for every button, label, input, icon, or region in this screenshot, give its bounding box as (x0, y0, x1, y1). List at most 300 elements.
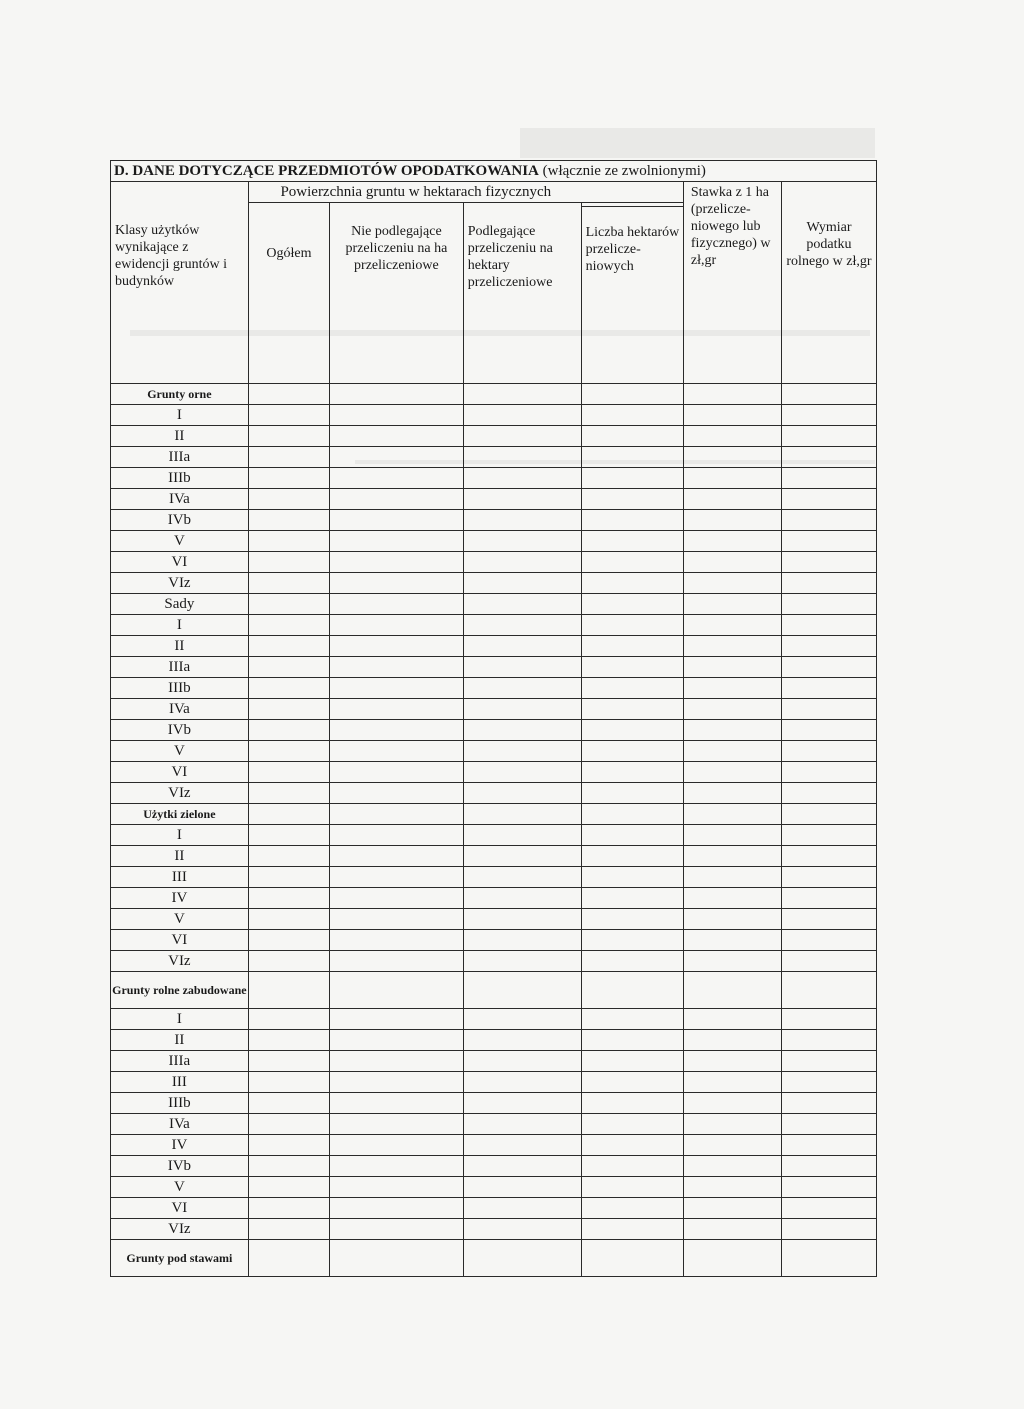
cell-ogolem[interactable] (248, 888, 329, 909)
cell-wymiar[interactable] (781, 825, 876, 846)
class-label: I (111, 615, 249, 636)
cell-nie-podlegajace[interactable] (330, 741, 464, 762)
cell-ogolem[interactable] (248, 636, 329, 657)
cell-wymiar[interactable] (781, 1240, 876, 1277)
cell-podlegajace[interactable] (463, 636, 581, 657)
cell-wymiar[interactable] (781, 1093, 876, 1114)
cell-nie-podlegajace[interactable] (330, 846, 464, 867)
cell-stawka[interactable] (683, 1198, 781, 1219)
cell-wymiar[interactable] (781, 972, 876, 1009)
cell-liczba[interactable] (581, 972, 683, 1009)
cell-stawka[interactable] (683, 384, 781, 405)
class-label: V (111, 531, 249, 552)
cell-nie-podlegajace[interactable] (330, 888, 464, 909)
cell-liczba[interactable] (581, 384, 683, 405)
cell-podlegajace[interactable] (463, 447, 581, 468)
cell-podlegajace[interactable] (463, 489, 581, 510)
table-row (111, 1030, 877, 1051)
cell-wymiar[interactable] (781, 657, 876, 678)
cell-nie-podlegajace[interactable] (330, 1009, 464, 1030)
cell-podlegajace[interactable] (463, 531, 581, 552)
cell-stawka[interactable] (683, 1219, 781, 1240)
cell-liczba[interactable] (581, 426, 683, 447)
cell-nie-podlegajace[interactable] (330, 972, 464, 1009)
cell-nie-podlegajace[interactable] (330, 531, 464, 552)
cell-podlegajace[interactable] (463, 1240, 581, 1277)
cell-stawka[interactable] (683, 720, 781, 741)
cell-podlegajace[interactable] (463, 384, 581, 405)
class-label: IVa (111, 1114, 249, 1135)
cell-podlegajace[interactable] (463, 951, 581, 972)
cell-stawka[interactable] (683, 1030, 781, 1051)
cell-podlegajace[interactable] (463, 1198, 581, 1219)
cell-stawka[interactable] (683, 951, 781, 972)
cell-podlegajace[interactable] (463, 909, 581, 930)
cell-wymiar[interactable] (781, 384, 876, 405)
cell-ogolem[interactable] (248, 762, 329, 783)
cell-stawka[interactable] (683, 804, 781, 825)
cell-liczba[interactable] (581, 699, 683, 720)
cell-nie-podlegajace[interactable] (330, 1240, 464, 1277)
cell-nie-podlegajace[interactable] (330, 804, 464, 825)
cell-wymiar[interactable] (781, 1219, 876, 1240)
cell-liczba[interactable] (581, 468, 683, 489)
cell-ogolem[interactable] (248, 951, 329, 972)
cell-liczba[interactable] (581, 1135, 683, 1156)
cell-ogolem[interactable] (248, 384, 329, 405)
cell-podlegajace[interactable] (463, 657, 581, 678)
cell-podlegajace[interactable] (463, 1135, 581, 1156)
cell-wymiar[interactable] (781, 783, 876, 804)
cell-stawka[interactable] (683, 552, 781, 573)
cell-wymiar[interactable] (781, 405, 876, 426)
cell-ogolem[interactable] (248, 846, 329, 867)
cell-podlegajace[interactable] (463, 426, 581, 447)
cell-liczba[interactable] (581, 762, 683, 783)
cell-nie-podlegajace[interactable] (330, 552, 464, 573)
cell-wymiar[interactable] (781, 552, 876, 573)
cell-ogolem[interactable] (248, 1198, 329, 1219)
cell-nie-podlegajace[interactable] (330, 1093, 464, 1114)
cell-podlegajace[interactable] (463, 867, 581, 888)
cell-liczba[interactable] (581, 489, 683, 510)
cell-wymiar[interactable] (781, 741, 876, 762)
cell-stawka[interactable] (683, 447, 781, 468)
cell-nie-podlegajace[interactable] (330, 1156, 464, 1177)
cell-ogolem[interactable] (248, 1051, 329, 1072)
cell-wymiar[interactable] (781, 909, 876, 930)
cell-wymiar[interactable] (781, 1072, 876, 1093)
cell-wymiar[interactable] (781, 636, 876, 657)
cell-nie-podlegajace[interactable] (330, 426, 464, 447)
cell-ogolem[interactable] (248, 1114, 329, 1135)
cell-nie-podlegajace[interactable] (330, 384, 464, 405)
class-label: V (111, 909, 249, 930)
cell-podlegajace[interactable] (463, 615, 581, 636)
table-row (111, 762, 877, 783)
section-title-rest: (włącznie ze zwolnionymi) (538, 162, 706, 179)
cell-ogolem[interactable] (248, 804, 329, 825)
cell-ogolem[interactable] (248, 720, 329, 741)
cell-podlegajace[interactable] (463, 1177, 581, 1198)
cell-podlegajace[interactable] (463, 1072, 581, 1093)
cell-stawka[interactable] (683, 489, 781, 510)
cell-podlegajace[interactable] (463, 573, 581, 594)
cell-wymiar[interactable] (781, 573, 876, 594)
cell-wymiar[interactable] (781, 951, 876, 972)
cell-podlegajace[interactable] (463, 783, 581, 804)
cell-ogolem[interactable] (248, 573, 329, 594)
cell-nie-podlegajace[interactable] (330, 1072, 464, 1093)
cell-liczba[interactable] (581, 573, 683, 594)
table-row (111, 720, 877, 741)
cell-podlegajace[interactable] (463, 930, 581, 951)
table-row (111, 531, 877, 552)
table-row (111, 552, 877, 573)
cell-podlegajace[interactable] (463, 1093, 581, 1114)
cell-liczba[interactable] (581, 636, 683, 657)
cell-stawka[interactable] (683, 972, 781, 1009)
bleed-through-mark (520, 128, 875, 158)
cell-liczba[interactable] (581, 1240, 683, 1277)
cell-stawka[interactable] (683, 867, 781, 888)
cell-ogolem[interactable] (248, 867, 329, 888)
cell-nie-podlegajace[interactable] (330, 1114, 464, 1135)
cell-ogolem[interactable] (248, 1156, 329, 1177)
cell-liczba[interactable] (581, 909, 683, 930)
cell-stawka[interactable] (683, 615, 781, 636)
cell-wymiar[interactable] (781, 699, 876, 720)
cell-stawka[interactable] (683, 426, 781, 447)
cell-liczba[interactable] (581, 930, 683, 951)
cell-liczba[interactable] (581, 1177, 683, 1198)
table-row (111, 951, 877, 972)
cell-stawka[interactable] (683, 1114, 781, 1135)
cell-stawka[interactable] (683, 1156, 781, 1177)
cell-nie-podlegajace[interactable] (330, 657, 464, 678)
cell-stawka[interactable] (683, 531, 781, 552)
cell-ogolem[interactable] (248, 1009, 329, 1030)
header-ogolem-text: Ogółem (266, 246, 312, 261)
cell-nie-podlegajace[interactable] (330, 825, 464, 846)
table-row (111, 594, 877, 615)
cell-liczba[interactable] (581, 1114, 683, 1135)
cell-nie-podlegajace[interactable] (330, 447, 464, 468)
class-label: IIIa (111, 447, 249, 468)
cell-wymiar[interactable] (781, 1030, 876, 1051)
table-row (111, 825, 877, 846)
table-row (111, 636, 877, 657)
cell-wymiar[interactable] (781, 447, 876, 468)
cell-ogolem[interactable] (248, 1135, 329, 1156)
cell-liczba[interactable] (581, 1072, 683, 1093)
cell-stawka[interactable] (683, 930, 781, 951)
cell-liczba[interactable] (581, 657, 683, 678)
cell-stawka[interactable] (683, 762, 781, 783)
class-label: II (111, 846, 249, 867)
cell-podlegajace[interactable] (463, 1009, 581, 1030)
cell-nie-podlegajace[interactable] (330, 1219, 464, 1240)
table-row (111, 783, 877, 804)
cell-nie-podlegajace[interactable] (330, 1030, 464, 1051)
cell-nie-podlegajace[interactable] (330, 510, 464, 531)
cell-nie-podlegajace[interactable] (330, 762, 464, 783)
cell-wymiar[interactable] (781, 930, 876, 951)
cell-liczba[interactable] (581, 825, 683, 846)
cell-nie-podlegajace[interactable] (330, 573, 464, 594)
cell-liczba[interactable] (581, 846, 683, 867)
cell-podlegajace[interactable] (463, 888, 581, 909)
cell-nie-podlegajace[interactable] (330, 699, 464, 720)
class-label: Grunty orne (111, 384, 249, 405)
cell-ogolem[interactable] (248, 1219, 329, 1240)
cell-stawka[interactable] (683, 846, 781, 867)
cell-podlegajace[interactable] (463, 741, 581, 762)
cell-liczba[interactable] (581, 510, 683, 531)
cell-nie-podlegajace[interactable] (330, 468, 464, 489)
header-liczba-text: Liczba hektarów przelicze-niowych (585, 225, 680, 274)
cell-liczba[interactable] (581, 1198, 683, 1219)
table-row (111, 384, 877, 405)
cell-liczba[interactable] (581, 594, 683, 615)
cell-podlegajace[interactable] (463, 510, 581, 531)
cell-liczba[interactable] (581, 741, 683, 762)
cell-stawka[interactable] (683, 783, 781, 804)
cell-stawka[interactable] (683, 1051, 781, 1072)
cell-nie-podlegajace[interactable] (330, 636, 464, 657)
cell-liczba[interactable] (581, 783, 683, 804)
cell-podlegajace[interactable] (463, 972, 581, 1009)
cell-liczba[interactable] (581, 531, 683, 552)
cell-podlegajace[interactable] (463, 468, 581, 489)
cell-stawka[interactable] (683, 657, 781, 678)
table-row (111, 678, 877, 699)
cell-liczba[interactable] (581, 615, 683, 636)
cell-podlegajace[interactable] (463, 1219, 581, 1240)
cell-nie-podlegajace[interactable] (330, 930, 464, 951)
class-label: V (111, 1177, 249, 1198)
cell-stawka[interactable] (683, 909, 781, 930)
cell-wymiar[interactable] (781, 1051, 876, 1072)
cell-stawka[interactable] (683, 699, 781, 720)
cell-ogolem[interactable] (248, 489, 329, 510)
cell-wymiar[interactable] (781, 762, 876, 783)
cell-stawka[interactable] (683, 594, 781, 615)
cell-ogolem[interactable] (248, 825, 329, 846)
cell-wymiar[interactable] (781, 804, 876, 825)
class-label: IV (111, 1135, 249, 1156)
cell-ogolem[interactable] (248, 741, 329, 762)
class-label: I (111, 405, 249, 426)
cell-nie-podlegajace[interactable] (330, 951, 464, 972)
cell-stawka[interactable] (683, 405, 781, 426)
cell-podlegajace[interactable] (463, 804, 581, 825)
class-label: IVb (111, 1156, 249, 1177)
cell-liczba[interactable] (581, 720, 683, 741)
cell-liczba[interactable] (581, 552, 683, 573)
cell-wymiar[interactable] (781, 846, 876, 867)
cell-liczba[interactable] (581, 447, 683, 468)
cell-liczba[interactable] (581, 1093, 683, 1114)
class-label: IVb (111, 510, 249, 531)
cell-liczba[interactable] (581, 1156, 683, 1177)
cell-wymiar[interactable] (781, 867, 876, 888)
cell-nie-podlegajace[interactable] (330, 678, 464, 699)
cell-wymiar[interactable] (781, 1009, 876, 1030)
cell-ogolem[interactable] (248, 657, 329, 678)
cell-podlegajace[interactable] (463, 846, 581, 867)
cell-podlegajace[interactable] (463, 699, 581, 720)
class-label: II (111, 1030, 249, 1051)
cell-liczba[interactable] (581, 678, 683, 699)
header-stawka-text: Stawka z 1 ha (przelicze-niowego lub fizycznego) w zł,gr (690, 185, 771, 268)
cell-podlegajace[interactable] (463, 1156, 581, 1177)
cell-podlegajace[interactable] (463, 405, 581, 426)
cell-ogolem[interactable] (248, 909, 329, 930)
cell-liczba[interactable] (581, 1219, 683, 1240)
cell-wymiar[interactable] (781, 1198, 876, 1219)
table-row (111, 1240, 877, 1277)
table-row (111, 489, 877, 510)
cell-wymiar[interactable] (781, 510, 876, 531)
table-row (111, 426, 877, 447)
cell-stawka[interactable] (683, 1177, 781, 1198)
table-row (111, 1198, 877, 1219)
cell-ogolem[interactable] (248, 1030, 329, 1051)
header-stawka (683, 182, 781, 384)
cell-ogolem[interactable] (248, 783, 329, 804)
cell-podlegajace[interactable] (463, 1114, 581, 1135)
header-liczba (581, 207, 683, 384)
cell-podlegajace[interactable] (463, 1051, 581, 1072)
cell-ogolem[interactable] (248, 1177, 329, 1198)
cell-ogolem[interactable] (248, 699, 329, 720)
cell-ogolem[interactable] (248, 405, 329, 426)
cell-liczba[interactable] (581, 951, 683, 972)
cell-podlegajace[interactable] (463, 825, 581, 846)
cell-ogolem[interactable] (248, 531, 329, 552)
cell-wymiar[interactable] (781, 468, 876, 489)
cell-wymiar[interactable] (781, 489, 876, 510)
class-label: Grunty rolne zabudowane (111, 972, 249, 1009)
class-label: IVb (111, 720, 249, 741)
cell-stawka[interactable] (683, 1135, 781, 1156)
cell-stawka[interactable] (683, 573, 781, 594)
cell-nie-podlegajace[interactable] (330, 615, 464, 636)
cell-wymiar[interactable] (781, 1114, 876, 1135)
cell-stawka[interactable] (683, 636, 781, 657)
class-label: III (111, 867, 249, 888)
cell-podlegajace[interactable] (463, 678, 581, 699)
cell-podlegajace[interactable] (463, 762, 581, 783)
cell-ogolem[interactable] (248, 1093, 329, 1114)
cell-nie-podlegajace[interactable] (330, 783, 464, 804)
class-label: IIIa (111, 1051, 249, 1072)
cell-nie-podlegajace[interactable] (330, 1198, 464, 1219)
table-row (111, 1114, 877, 1135)
cell-liczba[interactable] (581, 804, 683, 825)
cell-wymiar[interactable] (781, 1156, 876, 1177)
cell-ogolem[interactable] (248, 930, 329, 951)
header-wymiar-text: Wymiar podatku rolnego w zł,gr (786, 220, 872, 269)
table-row (111, 867, 877, 888)
cell-liczba[interactable] (581, 1051, 683, 1072)
cell-wymiar[interactable] (781, 678, 876, 699)
header-nie-podlegajace (330, 203, 464, 384)
cell-podlegajace[interactable] (463, 552, 581, 573)
cell-liczba[interactable] (581, 1009, 683, 1030)
cell-ogolem[interactable] (248, 594, 329, 615)
cell-ogolem[interactable] (248, 468, 329, 489)
cell-wymiar[interactable] (781, 531, 876, 552)
cell-stawka[interactable] (683, 468, 781, 489)
cell-ogolem[interactable] (248, 972, 329, 1009)
table-row (111, 657, 877, 678)
cell-wymiar[interactable] (781, 426, 876, 447)
cell-stawka[interactable] (683, 888, 781, 909)
cell-wymiar[interactable] (781, 1135, 876, 1156)
cell-podlegajace[interactable] (463, 1030, 581, 1051)
cell-podlegajace[interactable] (463, 594, 581, 615)
cell-ogolem[interactable] (248, 678, 329, 699)
cell-ogolem[interactable] (248, 426, 329, 447)
table-row (111, 909, 877, 930)
cell-nie-podlegajace[interactable] (330, 867, 464, 888)
cell-liczba[interactable] (581, 405, 683, 426)
cell-liczba[interactable] (581, 888, 683, 909)
cell-nie-podlegajace[interactable] (330, 720, 464, 741)
cell-ogolem[interactable] (248, 552, 329, 573)
cell-stawka[interactable] (683, 825, 781, 846)
cell-stawka[interactable] (683, 1240, 781, 1277)
cell-liczba[interactable] (581, 867, 683, 888)
cell-wymiar[interactable] (781, 594, 876, 615)
cell-stawka[interactable] (683, 678, 781, 699)
cell-nie-podlegajace[interactable] (330, 1135, 464, 1156)
cell-nie-podlegajace[interactable] (330, 489, 464, 510)
cell-nie-podlegajace[interactable] (330, 1177, 464, 1198)
cell-ogolem[interactable] (248, 1072, 329, 1093)
cell-stawka[interactable] (683, 510, 781, 531)
cell-ogolem[interactable] (248, 447, 329, 468)
cell-nie-podlegajace[interactable] (330, 405, 464, 426)
cell-nie-podlegajace[interactable] (330, 594, 464, 615)
cell-stawka[interactable] (683, 1072, 781, 1093)
cell-wymiar[interactable] (781, 615, 876, 636)
cell-ogolem[interactable] (248, 615, 329, 636)
section-title (111, 161, 877, 182)
class-label: II (111, 636, 249, 657)
class-label: IIIa (111, 657, 249, 678)
table-row (111, 405, 877, 426)
table-row (111, 1009, 877, 1030)
cell-wymiar[interactable] (781, 888, 876, 909)
table-row (111, 468, 877, 489)
class-label: III (111, 1072, 249, 1093)
cell-ogolem[interactable] (248, 1240, 329, 1277)
cell-podlegajace[interactable] (463, 720, 581, 741)
cell-wymiar[interactable] (781, 1177, 876, 1198)
cell-stawka[interactable] (683, 741, 781, 762)
table-row (111, 804, 877, 825)
cell-ogolem[interactable] (248, 510, 329, 531)
cell-nie-podlegajace[interactable] (330, 1051, 464, 1072)
cell-nie-podlegajace[interactable] (330, 909, 464, 930)
cell-liczba[interactable] (581, 1030, 683, 1051)
cell-wymiar[interactable] (781, 720, 876, 741)
cell-stawka[interactable] (683, 1009, 781, 1030)
cell-stawka[interactable] (683, 1093, 781, 1114)
